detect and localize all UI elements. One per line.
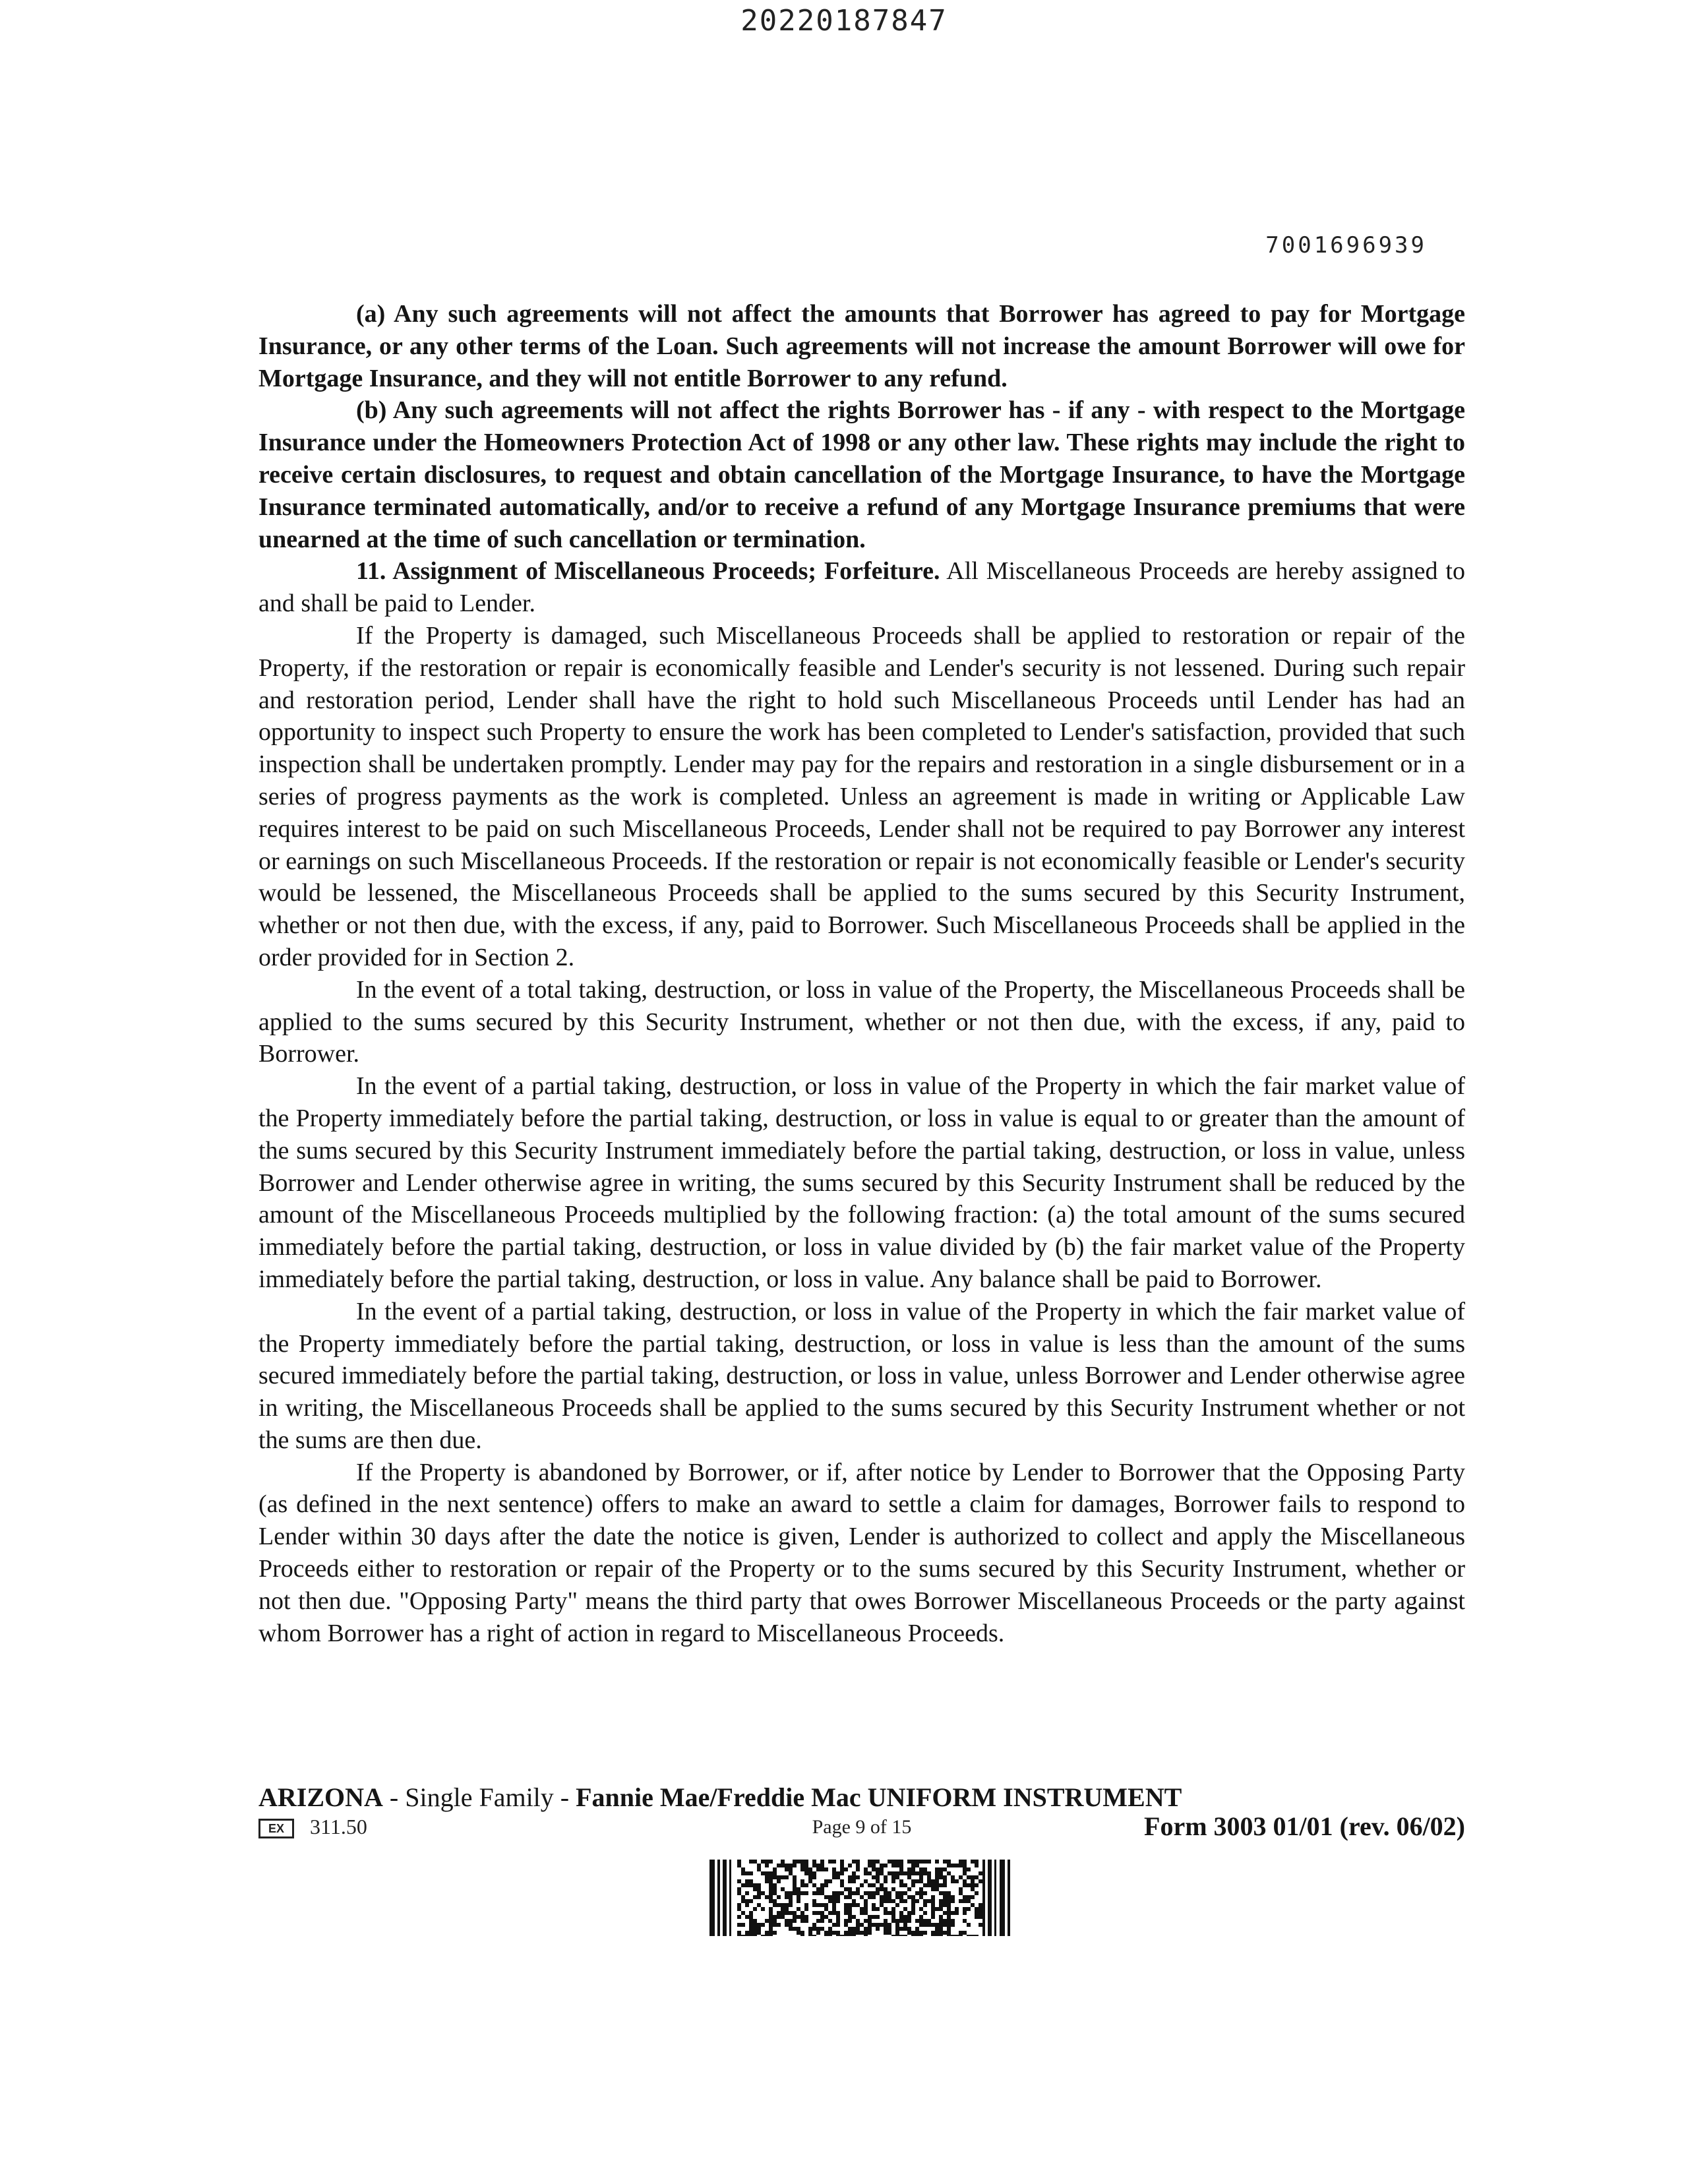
footer-state: ARIZONA: [258, 1782, 383, 1812]
paragraph-a-text: (a) Any such agreements will not affect the amounts that Borrower has agreed to pay for Mortgage Insurance, or any other terms of the Loan. Such agreements will not increase the amount Borrower will owe for Mortgage Insurance, and they will not entitle Borrower to any refund.: [258, 300, 1465, 392]
ex-logo-icon: EX: [258, 1819, 294, 1838]
paragraph-partial-greater: In the event of a partial taking, destruction, or loss in value of the Property in which the fair market value of the Property immediately before the partial taking, destruction, or loss in value is equal to or greater than the amount of the sums secured by this Security Instrument immediately before the partial taking, destruction, or loss in value, unless Borrower and Lender otherwise agree in writing, the sums secured by this Security Instrument shall be reduced by the amount of the Miscellaneous Proceeds multiplied by the following fraction: (a) the total amount of the sums secured immediately before the partial taking, destruction, or loss in value divided by (b) the fair market value of the Property immediately before the partial taking, destruction, or loss in value. Any balance shall be paid to Borrower.: [258, 1072, 1465, 1293]
paragraph-b: [258, 394, 1465, 555]
paragraph-damaged: If the Property is damaged, such Miscellaneous Proceeds shall be applied to restoration or repair of the Property, if the restoration or repair is economically feasible and Lender's security is not lessened. During such repair and restoration period, Lender shall have the right to hold such Miscellaneous Proceeds until Lender has had an opportunity to inspect such Property to ensure the work has been completed to Lender's satisfaction, provided that such inspection shall be undertaken promptly. Lender may pay for the repairs and restoration in a single disbursement or in a series of progress payments as the work is completed. Unless an agreement is made in writing or Applicable Law requires interest to be paid on such Miscellaneous Proceeds, Lender shall not be required to pay Borrower any interest or earnings on such Miscellaneous Proceeds. If the restoration or repair is not economically feasible or Lender's security would be lessened, the Miscellaneous Proceeds shall be applied to the sums secured by this Security Instrument, whether or not then due, with the excess, if any, paid to Borrower. Such Miscellaneous Proceeds shall be applied in the order provided for in Section 2.: [258, 621, 1465, 971]
footer-row: [258, 1811, 1465, 1848]
form-number: Form 3003 01/01 (rev. 06/02): [1144, 1811, 1465, 1841]
loan-number: 7001696939: [1265, 232, 1427, 258]
paragraph-b-text: (b) Any such agreements will not affect the rights Borrower has - if any - with respect to the Mortgage Insurance under the Homeowners Protection Act of 1998 or any other law. These rights may include the right to receive certain disclosures, to request and obtain cancellation of the Mortgage Insurance, to have the Mortgage Insurance terminated automatically, and/or to receive a refund of any Mortgage Insurance premiums that were unearned at the time of such cancellation or termination.: [258, 396, 1465, 553]
section-11-heading: 11. Assignment of Miscellaneous Proceeds; Forfeiture.: [356, 557, 940, 586]
section-11-text: All Miscellaneous Proceeds are hereby assigned to and shall be paid to Lender.: [258, 557, 1465, 618]
recording-number: 20220187847: [740, 4, 948, 38]
paragraph-total-taking: In the event of a total taking, destruction, or loss in value of the Property, the Miscellaneous Proceeds shall be applied to the sums secured by this Security Instrument, whether or not then due, with the excess, if any, paid to Borrower.: [258, 975, 1465, 1068]
paragraph-a: [258, 298, 1465, 394]
paragraph-abandoned: If the Property is abandoned by Borrower, or if, after notice by Lender to Borrower that the Opposing Party (as defined in the next sentence) offers to make an award to settle a claim for damages, Borrower fails to respond to Lender within 30 days after the date the notice is given, Lender is authorized to collect and apply the Miscellaneous Proceeds either to restoration or repair of the Property or to the sums secured by this Security Instrument, whether or not then due. "Opposing Party" means the third party that owes Borrower Miscellaneous Proceeds or the party against whom Borrower has a right of action in regard to Miscellaneous Proceeds.: [258, 1458, 1465, 1647]
barcode-icon: [709, 1860, 1013, 1936]
section-11: [258, 555, 1465, 620]
paragraph-partial-less: In the event of a partial taking, destruction, or loss in value of the Property in which the fair market value of the Property immediately before the partial taking, destruction, or loss in value is less than the amount of the sums secured immediately before the partial taking, destruction, or loss in value, unless Borrower and Lender otherwise agree in writing, the Miscellaneous Proceeds shall be applied to the sums secured by this Security Instrument whether or not the sums are then due.: [258, 1297, 1465, 1454]
page-number: Page 9 of 15: [812, 1816, 912, 1838]
footer-property-type: - Single Family -: [382, 1782, 576, 1812]
footer-title: [258, 1782, 1465, 1813]
footer-publisher: Fannie Mae/Freddie Mac UNIFORM INSTRUMENT: [576, 1782, 1182, 1812]
form-code: 311.50: [310, 1815, 367, 1838]
document-body: [258, 298, 1465, 1649]
